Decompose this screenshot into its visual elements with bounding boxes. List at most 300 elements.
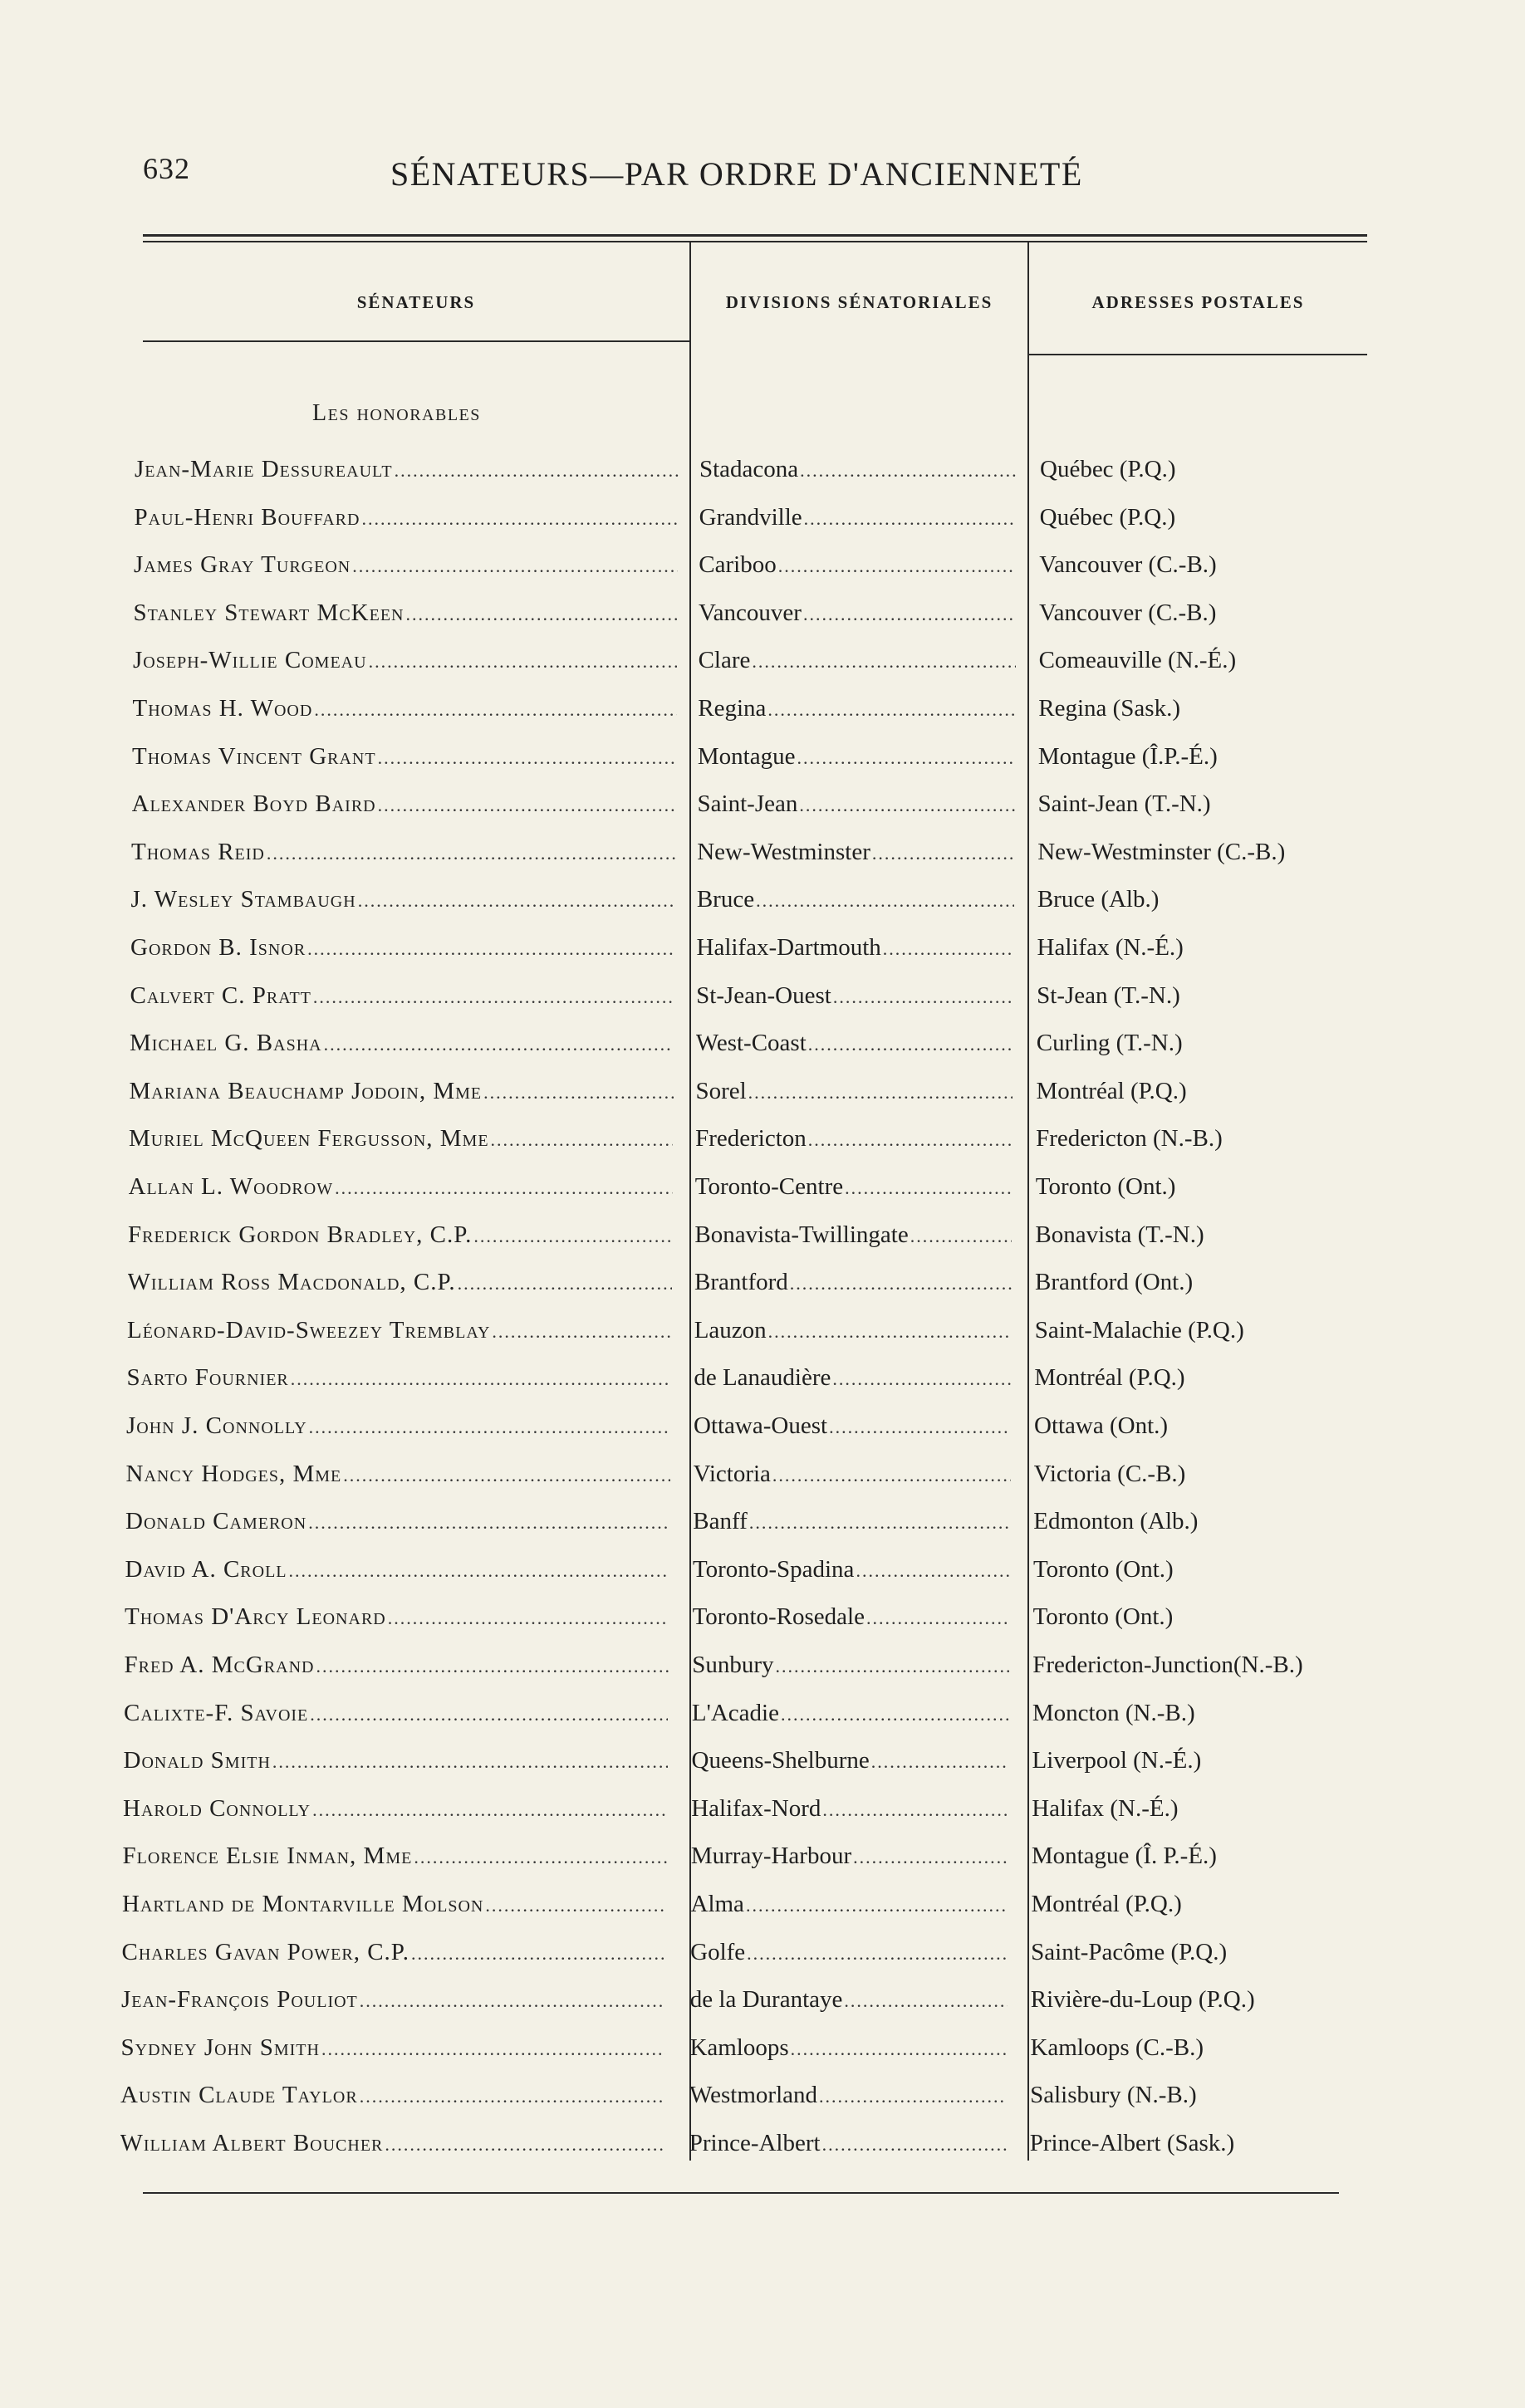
senatorial-division-cell	[695, 1074, 1013, 1108]
postal-address-cell	[1035, 1265, 1362, 1299]
postal-address-cell	[1038, 740, 1366, 773]
postal-address-cell	[1034, 1361, 1361, 1394]
dot-leader	[822, 2128, 1007, 2160]
dot-leader	[361, 502, 678, 534]
dot-leader	[395, 454, 679, 486]
senatorial-division: L'Acadie	[691, 1699, 779, 1726]
dot-leader	[385, 2128, 664, 2160]
postal-address: Montréal (P.Q.)	[1036, 1077, 1187, 1104]
senator-name-cell	[121, 1983, 665, 2016]
dot-leader	[324, 1028, 674, 1060]
senatorial-division-cell	[699, 501, 1017, 534]
postal-address-cell	[1036, 1122, 1363, 1155]
dot-leader	[272, 1745, 668, 1777]
senator-name-cell	[124, 1744, 668, 1777]
dot-leader	[756, 884, 1014, 916]
senatorial-division-cell	[697, 931, 1014, 964]
postal-address-cell	[1030, 2078, 1357, 2112]
postal-address-cell	[1030, 2127, 1357, 2160]
postal-address-cell	[1037, 835, 1365, 869]
table-row	[0, 1696, 1525, 1730]
postal-address-cell	[1038, 787, 1366, 820]
dot-leader	[310, 1698, 668, 1730]
senatorial-division: West-Coast	[695, 1030, 807, 1057]
senator-name: Léonard-David-Sweezey Tremblay	[127, 1316, 491, 1343]
senator-name: Alexander Boyd Baird	[131, 790, 376, 818]
senatorial-division-cell	[697, 835, 1014, 869]
senator-name: Nancy Hodges, Mme	[125, 1460, 342, 1487]
senatorial-division: Grandville	[699, 503, 802, 531]
postal-address: Toronto (Ont.)	[1035, 1173, 1176, 1200]
postal-address-cell	[1031, 1936, 1358, 1969]
dot-leader	[343, 1459, 669, 1490]
postal-address-cell	[1040, 453, 1367, 486]
senatorial-division-cell	[692, 1744, 1009, 1777]
postal-address: Vancouver (C.-B.)	[1038, 599, 1217, 626]
page-number: 632	[143, 152, 190, 185]
dot-leader	[856, 1554, 1010, 1586]
dot-leader	[746, 1889, 1008, 1921]
senatorial-division: de Lanaudière	[694, 1364, 831, 1392]
senatorial-division: New-Westminster	[697, 838, 870, 865]
senatorial-division: Lauzon	[694, 1316, 767, 1343]
postal-address-cell	[1034, 1409, 1361, 1442]
dot-leader	[768, 1315, 1012, 1347]
postal-address: Saint-Jean (T.-N.)	[1037, 790, 1211, 818]
dot-leader	[335, 1172, 672, 1203]
senatorial-division-cell	[689, 2127, 1007, 2160]
postal-address: Saint-Pacôme (P.Q.)	[1031, 1938, 1228, 1965]
senatorial-division: Toronto-Centre	[694, 1173, 844, 1200]
dot-leader	[492, 1315, 671, 1347]
column-header-adresses: ADRESSES POSTALES	[1091, 292, 1305, 312]
senator-name: Austin Claude Taylor	[120, 2082, 358, 2109]
senator-name-cell	[122, 1936, 666, 1969]
senatorial-division-cell	[699, 453, 1017, 486]
table-row	[0, 1218, 1525, 1251]
senator-name-cell	[121, 2031, 665, 2064]
senator-name-cell	[125, 1505, 669, 1538]
senator-name: William Ross Macdonald, C.P.	[127, 1269, 456, 1296]
senator-name-cell	[126, 1457, 670, 1490]
top-rule-thin	[143, 241, 1367, 242]
postal-address: Prince-Albert (Sask.)	[1029, 2130, 1235, 2156]
table-row	[0, 548, 1525, 581]
senatorial-division-cell	[699, 644, 1016, 677]
dot-leader	[866, 1602, 1010, 1633]
senator-name-cell	[123, 1839, 667, 1872]
senatorial-division-cell	[695, 1170, 1013, 1203]
column-header-divisions: DIVISIONS SÉNATORIALES	[725, 292, 993, 312]
senator-name-cell	[125, 1648, 669, 1681]
senator-name: Calvert C. Pratt	[130, 981, 311, 1009]
postal-address-cell	[1035, 1314, 1362, 1347]
senator-name-cell	[130, 1074, 674, 1108]
dot-leader	[491, 1123, 673, 1155]
table-row	[0, 2031, 1525, 2064]
dot-leader	[778, 550, 1017, 581]
senatorial-division-cell	[694, 1265, 1012, 1299]
postal-address: Rivière-du-Loup (P.Q.)	[1030, 1986, 1255, 2014]
senator-name: Joseph-Willie Comeau	[133, 647, 367, 674]
postal-address: Regina (Sask.)	[1038, 695, 1180, 722]
senator-name: Donald Cameron	[125, 1508, 307, 1535]
postal-address-cell	[1035, 1218, 1362, 1251]
postal-address: Toronto (Ont.)	[1032, 1603, 1174, 1631]
dot-leader	[797, 741, 1014, 773]
senatorial-division: Toronto-Spadina	[692, 1555, 855, 1583]
postal-address-cell	[1039, 596, 1366, 629]
dot-leader	[458, 1267, 672, 1299]
senator-name: Mariana Beauchamp Jodoin, Mme	[129, 1077, 483, 1104]
dot-leader	[833, 981, 1013, 1012]
table-row	[0, 1314, 1525, 1347]
dot-leader	[483, 1076, 673, 1108]
dot-leader	[360, 2080, 664, 2112]
dot-leader	[314, 693, 676, 725]
senator-name-cell	[135, 453, 679, 486]
senator-name-cell	[125, 1553, 669, 1586]
postal-address-cell	[1032, 1839, 1359, 1872]
senator-name-cell	[130, 931, 674, 964]
senatorial-division-cell	[693, 1505, 1010, 1538]
table-row	[0, 1553, 1525, 1586]
senatorial-division-cell	[693, 1600, 1010, 1633]
dot-leader	[312, 1794, 667, 1825]
postal-address: Halifax (N.-É.)	[1037, 934, 1184, 961]
dot-leader	[853, 1841, 1008, 1872]
bottom-rule	[143, 2192, 1339, 2194]
senator-name: David A. Croll	[125, 1555, 287, 1583]
table-row	[0, 979, 1525, 1012]
page-title: SÉNATEURS—PAR ORDRE D'ANCIENNETÉ	[390, 155, 1083, 193]
dot-leader	[872, 837, 1014, 869]
senatorial-division-cell	[698, 787, 1015, 820]
senator-name: Harold Connolly	[123, 1794, 311, 1822]
postal-address: Fredericton-Junction(N.-B.)	[1032, 1652, 1303, 1678]
postal-address: Québec (P.Q.)	[1040, 456, 1176, 482]
senatorial-division: Kamloops	[689, 2034, 789, 2061]
dot-leader	[291, 1363, 671, 1394]
dot-leader	[790, 1267, 1012, 1299]
postal-address: Vancouver (C.-B.)	[1039, 551, 1217, 579]
senatorial-division-cell	[698, 740, 1015, 773]
postal-address: Halifax (N.-É.)	[1032, 1794, 1179, 1822]
dot-leader	[799, 789, 1014, 820]
dot-leader	[829, 1411, 1011, 1442]
senator-name: Gordon B. Isnor	[130, 934, 306, 961]
postal-address: Comeauville (N.-É.)	[1038, 647, 1237, 674]
postal-address: Kamloops (C.-B.)	[1030, 2034, 1204, 2061]
dot-leader	[803, 598, 1016, 629]
senatorial-division: Stadacona	[699, 456, 799, 482]
senatorial-division: Halifax-Dartmouth	[696, 934, 881, 961]
postal-address: Fredericton (N.-B.)	[1036, 1125, 1223, 1153]
senator-name: Jean-Marie Dessureault	[135, 456, 393, 482]
senator-name-cell	[130, 979, 674, 1012]
dot-leader	[405, 598, 677, 629]
table-row	[0, 1074, 1525, 1108]
senator-name: Stanley Stewart McKeen	[133, 599, 405, 626]
table-row	[0, 2078, 1525, 2112]
postal-address-cell	[1031, 1983, 1358, 2016]
dot-leader	[845, 1172, 1013, 1203]
postal-address-cell	[1036, 1170, 1363, 1203]
postal-address-cell	[1037, 883, 1365, 916]
senatorial-division-cell	[690, 1936, 1008, 1969]
table-row	[0, 1600, 1525, 1633]
table-row	[0, 931, 1525, 964]
senatorial-division-cell	[696, 1026, 1013, 1060]
senator-name: Thomas Reid	[131, 838, 265, 865]
senator-name-cell	[130, 1026, 674, 1060]
senatorial-division: Ottawa-Ouest	[694, 1412, 828, 1439]
senator-name: Paul-Henri Bouffard	[134, 503, 360, 531]
senator-name: Thomas H. Wood	[132, 695, 313, 722]
senatorial-division-cell	[689, 2078, 1007, 2112]
dot-leader	[871, 1745, 1009, 1777]
senator-name-cell	[126, 1409, 670, 1442]
dot-leader	[752, 645, 1015, 677]
senator-name: James Gray Turgeon	[134, 551, 351, 579]
dot-leader	[358, 884, 675, 916]
dot-leader	[308, 1506, 669, 1538]
senatorial-division: Murray-Harbour	[690, 1843, 852, 1870]
senator-name: Michael G. Basha	[130, 1030, 322, 1057]
senator-name-cell	[129, 1122, 673, 1155]
dot-leader	[352, 550, 678, 581]
table-row	[0, 787, 1525, 820]
senatorial-division: Cariboo	[699, 551, 777, 579]
senatorial-division-cell	[694, 1457, 1011, 1490]
dot-leader	[309, 1411, 670, 1442]
senator-name: Charles Gavan Power, C.P.	[121, 1938, 409, 1965]
table-row	[0, 1457, 1525, 1490]
postal-address-cell	[1037, 979, 1364, 1012]
postal-address-cell	[1032, 1696, 1360, 1730]
postal-address-cell	[1037, 1026, 1364, 1060]
senatorial-division: Halifax-Nord	[691, 1794, 821, 1822]
senator-name: Fred A. McGrand	[124, 1652, 315, 1678]
senator-name: Frederick Gordon Bradley, C.P.	[128, 1221, 473, 1248]
senatorial-division: Banff	[693, 1508, 748, 1535]
postal-address-cell	[1039, 548, 1366, 581]
senatorial-division: Prince-Albert	[689, 2130, 821, 2156]
senatorial-division-cell	[692, 1696, 1009, 1730]
senatorial-division-cell	[690, 1983, 1008, 2016]
dot-leader	[749, 1506, 1010, 1538]
postal-address: Victoria (C.-B.)	[1033, 1460, 1186, 1487]
senatorial-division-cell	[694, 1409, 1011, 1442]
postal-address: Saint-Malachie (P.Q.)	[1034, 1316, 1244, 1343]
dot-leader	[822, 1794, 1008, 1825]
table-row	[0, 2127, 1525, 2160]
dot-leader	[414, 1841, 666, 1872]
senatorial-division: Bruce	[696, 886, 755, 913]
senator-name-cell	[127, 1361, 671, 1394]
postal-address: Toronto (Ont.)	[1032, 1555, 1174, 1583]
senator-name: J. Wesley Stambaugh	[130, 886, 356, 913]
senator-name-cell	[134, 596, 678, 629]
dot-leader	[411, 1937, 666, 1969]
table-row	[0, 596, 1525, 629]
postal-address: Salisbury (N.-B.)	[1030, 2082, 1197, 2109]
header-rule-left	[143, 340, 689, 342]
senator-name-cell	[125, 1600, 669, 1633]
dot-leader	[910, 1220, 1013, 1251]
column-header-senateurs: SÉNATEURS	[356, 292, 476, 312]
dot-leader	[360, 1985, 665, 2016]
senator-name: Allan L. Woodrow	[128, 1173, 334, 1200]
senatorial-division-cell	[694, 1218, 1012, 1251]
dot-leader	[748, 1076, 1013, 1108]
postal-address: Québec (P.Q.)	[1039, 503, 1176, 531]
postal-address: Edmonton (Alb.)	[1033, 1508, 1199, 1535]
table-row	[0, 740, 1525, 773]
postal-address: Brantford (Ont.)	[1035, 1269, 1194, 1296]
dot-leader	[772, 1459, 1011, 1490]
senator-name-cell	[128, 1218, 672, 1251]
postal-address-cell	[1033, 1553, 1361, 1586]
senatorial-division-cell	[696, 979, 1013, 1012]
senator-name-cell	[132, 740, 676, 773]
dot-leader	[747, 1937, 1008, 1969]
dot-leader	[804, 502, 1017, 534]
table-row	[0, 1744, 1525, 1777]
senatorial-division: Bonavista-Twillingate	[694, 1221, 909, 1248]
dot-leader	[819, 2080, 1007, 2112]
senatorial-division-cell	[698, 692, 1015, 725]
postal-address: Montague (Î.P.-É.)	[1037, 742, 1218, 770]
senatorial-division: Queens-Shelburne	[691, 1747, 870, 1774]
senator-name-cell	[134, 548, 678, 581]
dot-leader	[883, 932, 1014, 964]
senator-name: Thomas Vincent Grant	[132, 742, 376, 770]
senator-name: Sydney John Smith	[120, 2034, 320, 2061]
senator-name-cell	[124, 1696, 668, 1730]
senatorial-division-cell	[691, 1887, 1008, 1921]
postal-address: Montréal (P.Q.)	[1031, 1891, 1182, 1917]
senatorial-division: de la Durantaye	[689, 1986, 843, 2014]
postal-address-cell	[1038, 692, 1366, 725]
dot-leader	[307, 932, 674, 964]
postal-address-cell	[1032, 1744, 1360, 1777]
senatorial-division: Toronto-Rosedale	[692, 1603, 865, 1631]
table-row	[0, 1026, 1525, 1060]
table-row	[0, 1887, 1525, 1921]
dot-leader	[321, 2033, 665, 2064]
senator-name: Florence Elsie Inman, Mme	[122, 1843, 413, 1870]
senator-name-cell	[132, 787, 676, 820]
dot-leader	[289, 1554, 669, 1586]
dot-leader	[781, 1698, 1009, 1730]
table-row	[0, 644, 1525, 677]
postal-address-cell	[1033, 1505, 1361, 1538]
postal-address: Moncton (N.-B.)	[1032, 1699, 1195, 1726]
dot-leader	[388, 1602, 669, 1633]
dot-leader	[369, 645, 677, 677]
dot-leader	[800, 454, 1017, 486]
table-row	[0, 1265, 1525, 1299]
senator-name-cell	[135, 501, 679, 534]
dot-leader	[316, 1650, 668, 1681]
senatorial-division-cell	[694, 1314, 1012, 1347]
header-rule-right	[1029, 354, 1367, 355]
table-row	[0, 1361, 1525, 1394]
postal-address: St-Jean (T.-N.)	[1037, 981, 1180, 1009]
dot-leader	[791, 2033, 1008, 2064]
table-row	[0, 1936, 1525, 1969]
postal-address-cell	[1032, 1887, 1359, 1921]
postal-address: Liverpool (N.-É.)	[1032, 1747, 1202, 1774]
postal-address: Bonavista (T.-N.)	[1035, 1221, 1204, 1248]
senatorial-division: Saint-Jean	[697, 790, 798, 818]
postal-address-cell	[1039, 644, 1366, 677]
postal-address-cell	[1032, 1648, 1360, 1681]
senatorial-division: Brantford	[694, 1269, 788, 1296]
senatorial-division-cell	[689, 2031, 1007, 2064]
dot-leader	[767, 693, 1015, 725]
dot-leader	[267, 837, 675, 869]
senator-name-cell	[122, 1887, 666, 1921]
postal-address: Montréal (P.Q.)	[1034, 1364, 1185, 1392]
table-row	[0, 1983, 1525, 2016]
senator-name: Jean-François Pouliot	[121, 1986, 358, 2014]
senatorial-division-cell	[693, 1553, 1010, 1586]
postal-address: Bruce (Alb.)	[1037, 886, 1160, 913]
postal-address-cell	[1032, 1792, 1359, 1825]
table-row	[0, 1170, 1525, 1203]
table-row	[0, 1648, 1525, 1681]
senatorial-division-cell	[699, 596, 1016, 629]
senator-name-cell	[128, 1265, 672, 1299]
table-row	[0, 692, 1525, 725]
postal-address: Montague (Î. P.-É.)	[1031, 1843, 1217, 1870]
dot-leader	[808, 1028, 1013, 1060]
senatorial-division-cell	[694, 1361, 1011, 1394]
senator-name-cell	[120, 2127, 664, 2160]
senatorial-division: Sorel	[695, 1077, 747, 1104]
senatorial-division: Sunbury	[692, 1652, 774, 1678]
dot-leader	[378, 789, 676, 820]
table-row	[0, 835, 1525, 869]
senator-name-cell	[127, 1314, 671, 1347]
senatorial-division-cell	[697, 883, 1014, 916]
senator-name-cell	[120, 2078, 664, 2112]
senator-name: John J. Connolly	[126, 1412, 307, 1439]
senatorial-division: Fredericton	[695, 1125, 807, 1153]
dot-leader	[776, 1650, 1010, 1681]
senatorial-division: Victoria	[693, 1460, 771, 1487]
table-row	[0, 501, 1525, 534]
senatorial-division: Vancouver	[698, 599, 802, 626]
table-row	[0, 1839, 1525, 1872]
senatorial-division-cell	[691, 1839, 1008, 1872]
senatorial-division-cell	[691, 1792, 1008, 1825]
senatorial-division-cell	[695, 1122, 1013, 1155]
table-row	[0, 883, 1525, 916]
table-row	[0, 1409, 1525, 1442]
dot-leader	[313, 981, 674, 1012]
senator-name: Thomas D'Arcy Leonard	[125, 1603, 386, 1631]
senator-name-cell	[131, 883, 675, 916]
senatorial-division-cell	[692, 1648, 1009, 1681]
table-row	[0, 1505, 1525, 1538]
senator-name: Muriel McQueen Fergusson, Mme	[129, 1125, 489, 1153]
senator-name-cell	[123, 1792, 667, 1825]
postal-address-cell	[1033, 1600, 1361, 1633]
postal-address-cell	[1030, 2031, 1357, 2064]
